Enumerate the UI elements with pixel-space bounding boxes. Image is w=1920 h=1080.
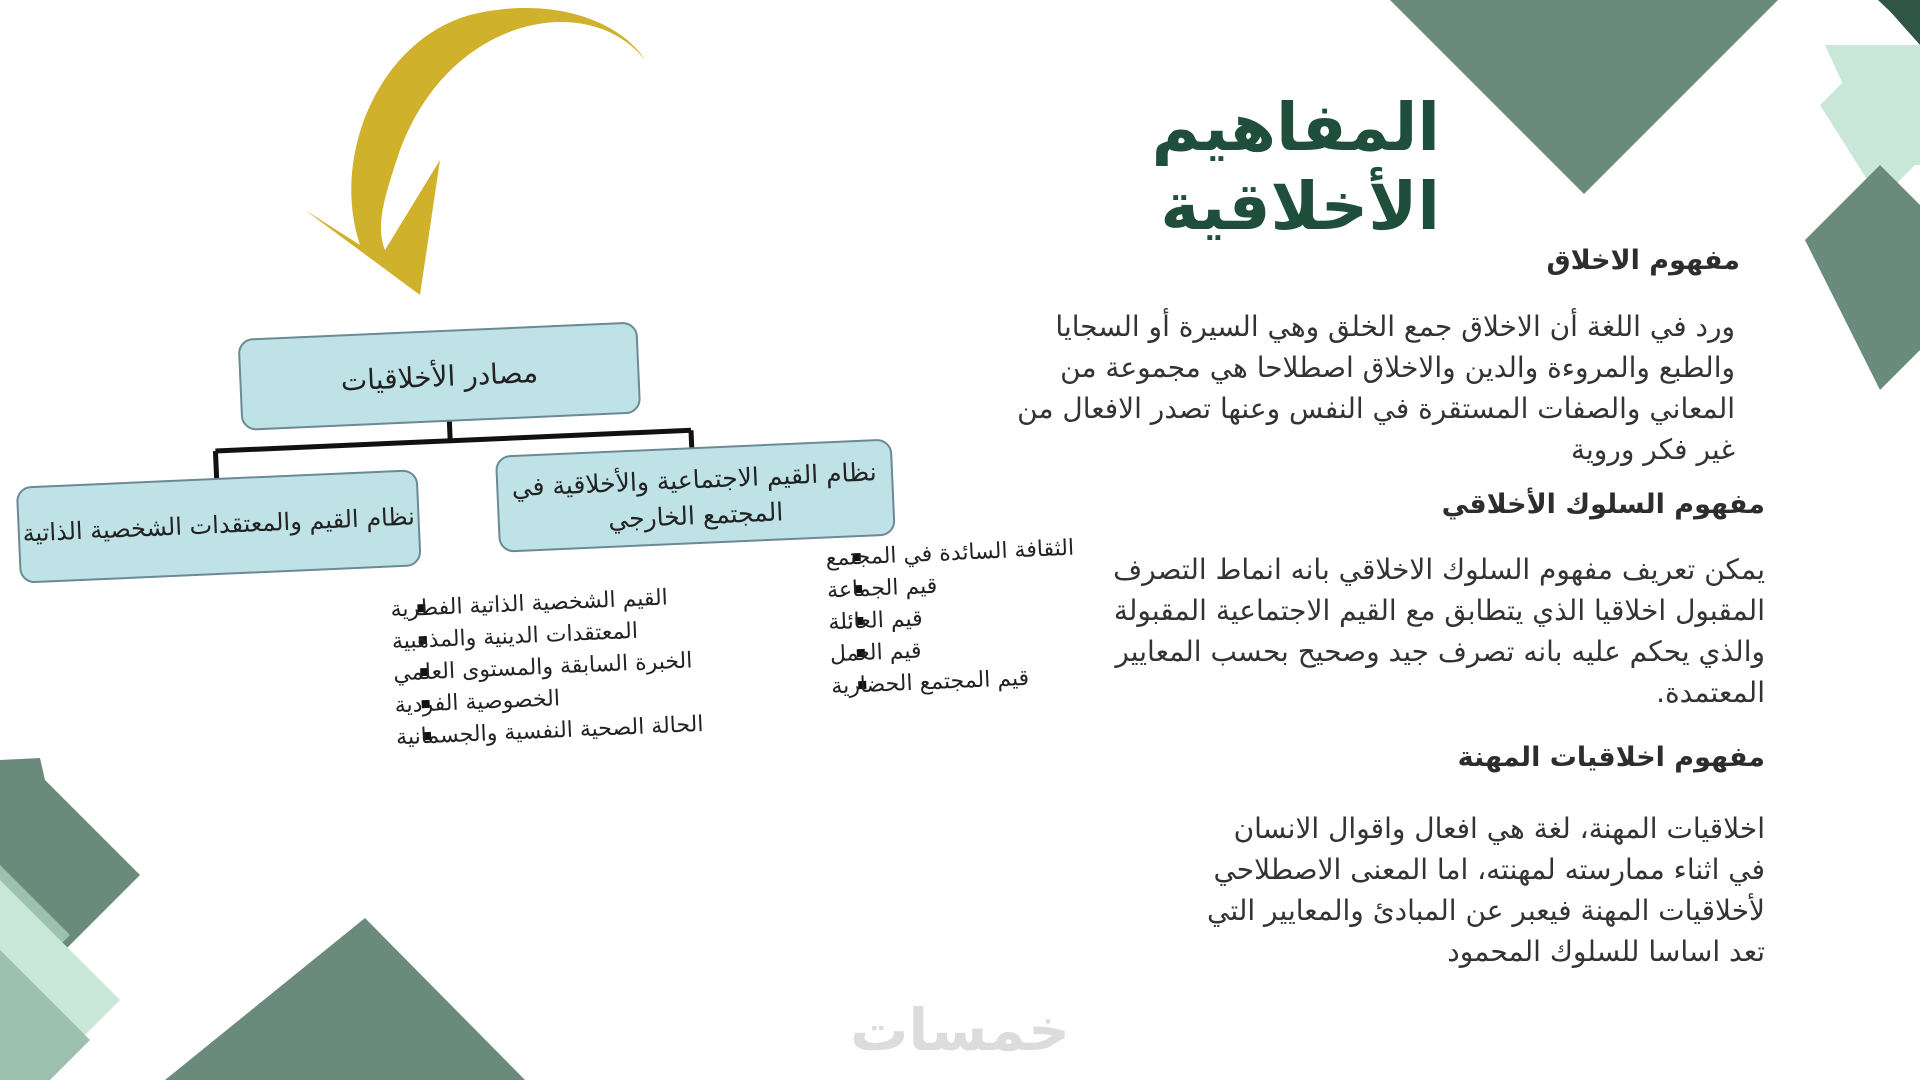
body-line: يمكن تعريف مفهوم السلوك الاخلاقي بانه انماط التصرف — [1113, 553, 1765, 586]
list-item: قيم المجتمع الحضارية — [830, 665, 1030, 700]
list-item: الخبرة السابقة والمستوى العلمي — [392, 648, 693, 687]
body-line: في اثناء ممارسته لمهنته، اما المعنى الاصطلاحي — [1213, 853, 1765, 886]
section-heading-ethical-behavior: مفهوم السلوك الأخلاقي — [1441, 489, 1765, 520]
body-line: لأخلاقيات المهنة فيعبر عن المبادئ والمعايير التي — [1207, 894, 1765, 927]
body-line: والطبع والمروءة والدين والاخلاق اصطلاحا هي مجموعة من — [1060, 351, 1735, 384]
branch-label-personal: نظام القيم والمعتقدات الشخصية الذاتية — [21, 502, 416, 548]
branch-label-social-line2: المجتمع الخارجي — [607, 497, 784, 534]
list-item: قيم الجماعة — [826, 573, 938, 604]
personal-values-list — [390, 584, 704, 750]
body-line: المعاني والصفات المستقرة في النفس وعنها تصدر الافعال من — [1017, 392, 1735, 425]
branch-label-social-line1: نظام القيم الاجتماعية والأخلاقية في — [511, 457, 878, 503]
list-item: قيم العائلة — [827, 606, 924, 636]
list-item: قيم العمل — [829, 638, 922, 668]
section-body-professional-ethics — [1060, 808, 1765, 972]
ethics-sources-diagram — [20, 300, 1075, 800]
list-item: المعتقدات الدينية والمذهبية — [391, 618, 639, 655]
page-title: المفاهيم الأخلاقية — [1151, 89, 1440, 246]
body-line: المعتمدة. — [1656, 676, 1765, 709]
body-line: المقبول اخلاقيا الذي يتطابق مع القيم الاجتماعية المقبولة — [1113, 594, 1765, 627]
body-line: والذي يحكم عليه بانه تصرف جيد وصحيح بحسب المعايير — [1115, 635, 1765, 668]
root-label: مصادر الأخلاقيات — [340, 355, 539, 398]
list-item: الخصوصية الفردية — [394, 686, 561, 719]
section-heading-professional-ethics: مفهوم اخلاقيات المهنة — [1457, 742, 1765, 773]
body-line: ورد في اللغة أن الاخلاق جمع الخلق وهي السيرة أو السجايا — [1055, 310, 1735, 343]
body-line: اخلاقيات المهنة، لغة هي افعال واقوال الانسان — [1233, 812, 1765, 845]
body-line: غير فكر وروية — [1570, 433, 1735, 466]
list-item: الثقافة السائدة في المجتمع — [825, 535, 1075, 572]
section-body-ethical-behavior — [960, 549, 1765, 713]
watermark-logo: خمسات — [850, 996, 1070, 1064]
section-heading-ethics: مفهوم الاخلاق — [1546, 245, 1740, 276]
section-body-ethics — [880, 306, 1735, 470]
list-item: الحالة الصحية النفسية والجسمانية — [395, 711, 705, 751]
list-item: القيم الشخصية الذاتية الفطرية — [389, 585, 669, 623]
body-line: تعد اساسا للسلوك المحمود — [1447, 935, 1765, 968]
